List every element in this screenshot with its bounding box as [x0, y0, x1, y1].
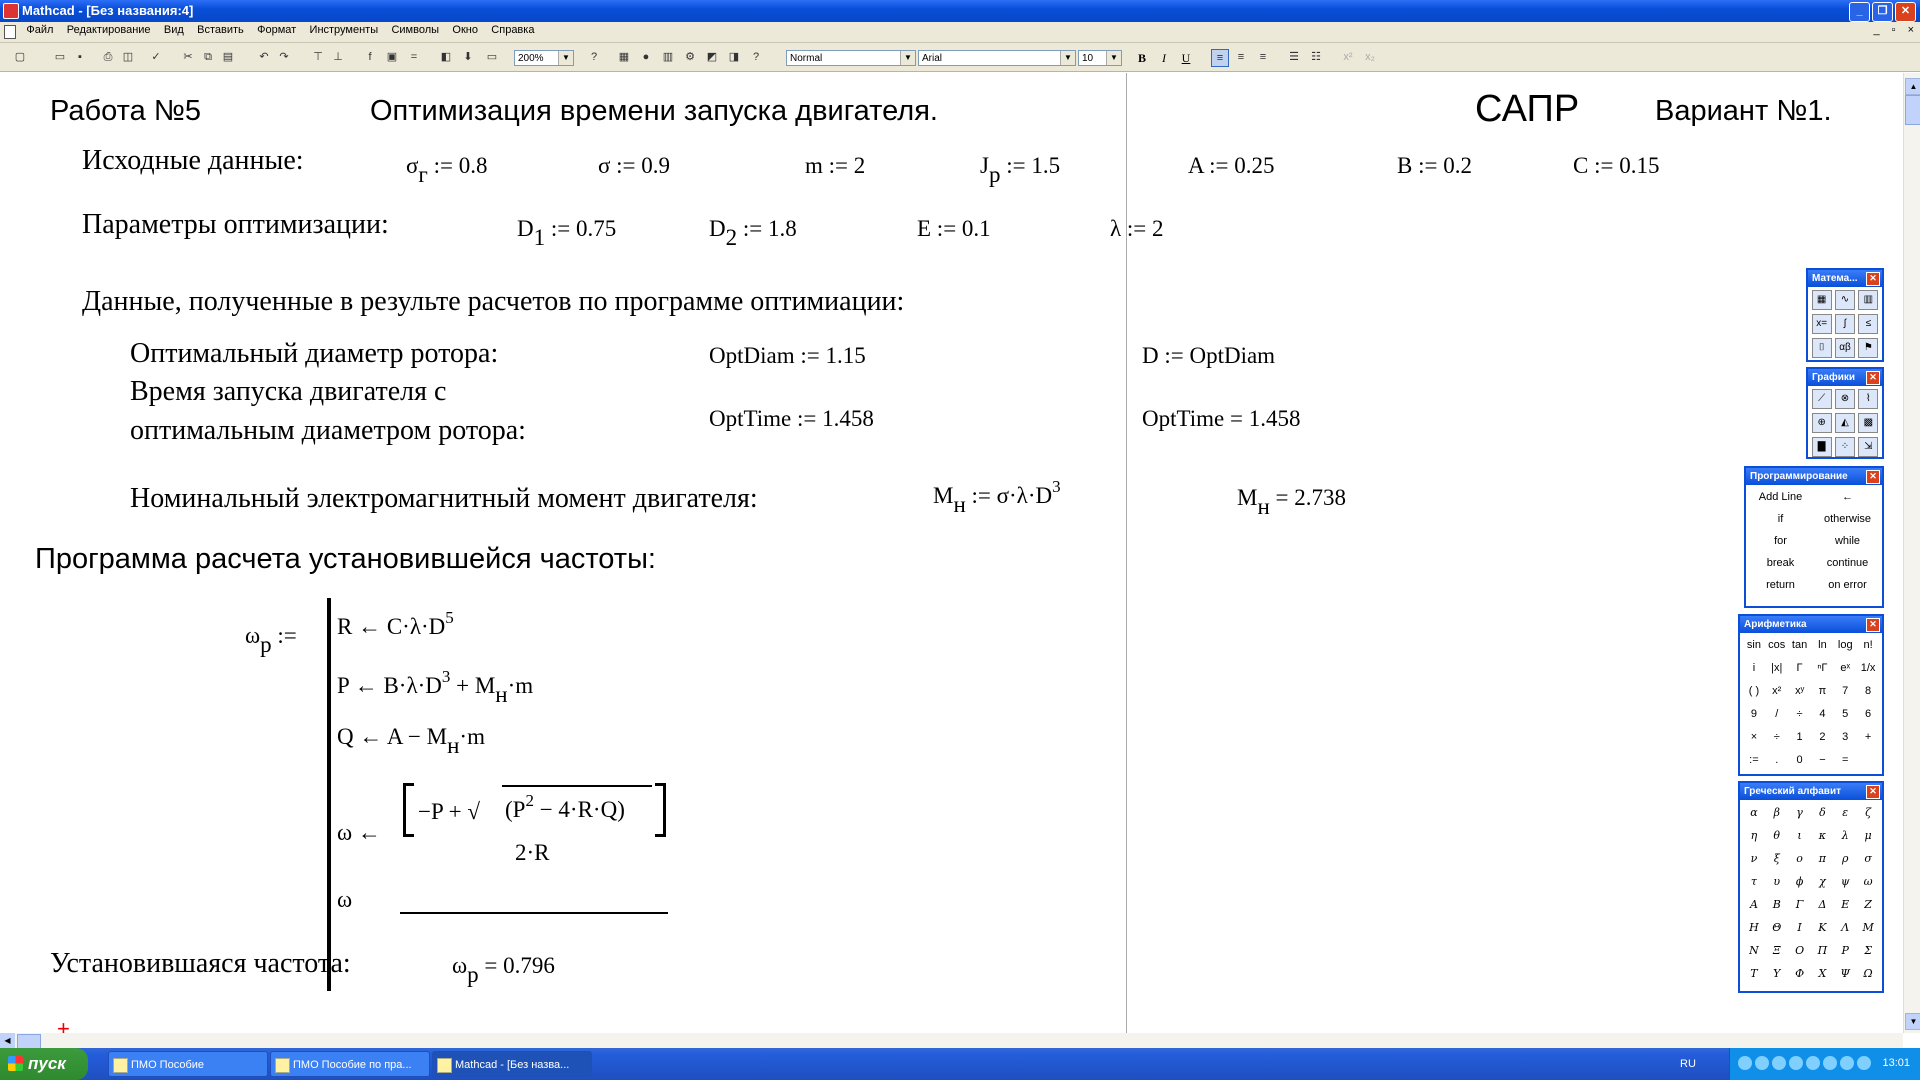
programming-palette-close-icon[interactable]: ✕	[1866, 470, 1880, 484]
windows-flag-icon	[8, 1056, 23, 1071]
tray-icon-6[interactable]	[1823, 1056, 1837, 1070]
d2-def[interactable]: $D_2$ := 1.8	[709, 216, 797, 250]
greek-button-42[interactable]: Τ	[1750, 967, 1758, 980]
greek-button-20[interactable]: ϕ	[1795, 875, 1804, 888]
greek-button-28[interactable]: Ε	[1841, 898, 1850, 911]
context-help-icon[interactable]: ?	[752, 51, 760, 63]
mathcad-app-icon[interactable]	[3, 3, 19, 19]
greek-button-27[interactable]: Δ	[1818, 898, 1827, 911]
sqrt-bar	[502, 785, 652, 787]
menu-view[interactable]: Вид	[163, 24, 184, 36]
spell-check-icon[interactable]: ✓	[151, 51, 161, 63]
arith-button-12[interactable]: ( )	[1748, 685, 1760, 697]
mn-def[interactable]: $M_н$ := $\sigma\cdot\lambda\cdot D^3$	[933, 477, 1061, 517]
nominal-moment-label[interactable]: Номинальный электромагнитный момент двигателя:	[130, 483, 758, 514]
scroll-up-icon[interactable]: ▲	[1905, 78, 1920, 95]
evaluation-icon[interactable]: x=	[1812, 314, 1832, 334]
greek-button-18[interactable]: τ	[1750, 875, 1757, 888]
greek-palette-title: Греческий алфавит	[1744, 786, 1842, 797]
symbolic-icon[interactable]: ⚑	[1858, 338, 1878, 358]
b-def[interactable]: B := 0.2	[1397, 153, 1472, 178]
greek-button-12[interactable]: ν	[1750, 852, 1758, 865]
tray-icon-2[interactable]	[1755, 1056, 1769, 1070]
style-select[interactable]: Normal ▼	[786, 50, 916, 66]
horizontal-scrollbar[interactable]	[0, 1033, 1903, 1048]
sqrt-content[interactable]: $(P^2 - 4\cdot R\cdot Q)$	[505, 791, 625, 822]
denominator[interactable]: 2·R	[515, 840, 550, 865]
worksheet[interactable]	[0, 73, 1903, 1033]
arith-button-2[interactable]: tan	[1791, 639, 1808, 651]
save-icon[interactable]: ▪	[78, 51, 82, 63]
toolbar	[0, 43, 1920, 72]
return-button[interactable]: return	[1766, 579, 1795, 591]
calculus-icon[interactable]: ∫	[1835, 314, 1855, 334]
greek-icon[interactable]: αβ	[1835, 338, 1855, 358]
math-palette-close-icon[interactable]: ✕	[1866, 272, 1880, 286]
greek-button-13[interactable]: ξ	[1773, 852, 1780, 865]
window-icon[interactable]: ◨	[728, 51, 740, 63]
left-bracket	[403, 783, 414, 837]
scroll-left-icon[interactable]: ◀	[0, 1033, 15, 1048]
greek-button-5[interactable]: ζ	[1865, 806, 1872, 819]
matrix-icon[interactable]: ▥	[662, 51, 674, 63]
document-icon[interactable]	[4, 25, 16, 39]
folder-icon	[113, 1058, 128, 1073]
align-left-icon[interactable]: ≡	[1211, 49, 1229, 67]
greek-button-47[interactable]: Ω	[1863, 967, 1873, 980]
calculator-icon[interactable]: ▦	[1812, 290, 1832, 310]
insert-unit-icon[interactable]: ▣	[386, 51, 398, 63]
sigma-def[interactable]: σ := 0.9	[598, 153, 671, 178]
bullets-icon[interactable]: ☰	[1289, 51, 1299, 63]
hscroll-thumb[interactable]	[17, 1034, 41, 1049]
greek-button-21[interactable]: χ	[1819, 875, 1826, 888]
font-size-select[interactable]: 10 ▼	[1078, 50, 1122, 66]
system-tray	[1729, 1048, 1920, 1080]
color-icon[interactable]: ●	[642, 51, 650, 63]
arith-button-6[interactable]: i	[1752, 662, 1756, 674]
arithmetic-palette-close-icon[interactable]: ✕	[1866, 618, 1880, 632]
close-button[interactable]: ✕	[1895, 2, 1916, 22]
start-time-label-line2[interactable]: оптимальным диаметром ротора:	[130, 415, 526, 446]
greek-button-44[interactable]: Φ	[1795, 967, 1805, 980]
fraction-line	[400, 912, 668, 914]
greek-button-40[interactable]: Ρ	[1841, 944, 1849, 957]
window-title: Mathcad - [Без названия:4]	[22, 3, 194, 18]
arith-button-5[interactable]: n!	[1863, 639, 1873, 651]
superscript-icon[interactable]: x²	[1343, 51, 1353, 63]
local-assign-button[interactable]: ←	[1842, 491, 1853, 503]
arith-button-15[interactable]: π	[1818, 685, 1827, 697]
arith-button-19[interactable]: /	[1775, 708, 1779, 720]
greek-button-38[interactable]: Ο	[1795, 944, 1805, 957]
opttime-eval[interactable]: OptTime = 1.458	[1142, 406, 1301, 431]
arith-button-23[interactable]: 6	[1865, 708, 1872, 720]
lambda-def[interactable]: λ := 2	[1110, 216, 1164, 241]
math-palette[interactable]	[1806, 268, 1884, 362]
scroll-thumb[interactable]	[1905, 95, 1920, 125]
graphs-palette-title: Графики	[1812, 372, 1856, 383]
greek-button-15[interactable]: π	[1818, 852, 1827, 865]
minimize-button[interactable]: _	[1849, 2, 1870, 22]
menu-window[interactable]: Окно	[452, 24, 478, 36]
d1-def[interactable]: $D_1$ := 0.75	[517, 216, 617, 250]
print-preview-icon[interactable]: ◫	[122, 51, 134, 63]
greek-button-31[interactable]: Θ	[1772, 921, 1782, 934]
arith-button-9[interactable]: ⁿΓ	[1817, 662, 1828, 674]
numbering-icon[interactable]: ☷	[1311, 51, 1321, 63]
arith-button-21[interactable]: 4	[1819, 708, 1826, 720]
greek-palette[interactable]	[1738, 781, 1884, 993]
matrix-icon[interactable]: ▥	[1858, 290, 1878, 310]
menu-symbols[interactable]: Символы	[391, 24, 440, 36]
greek-button-8[interactable]: ι	[1797, 829, 1802, 842]
steady-frequency-label[interactable]: Установившаяся частота:	[50, 948, 351, 979]
polar-plot-icon[interactable]: ⊗	[1835, 389, 1855, 409]
arith-button-33[interactable]: −	[1819, 754, 1826, 766]
copy-icon[interactable]: ⧉	[204, 51, 212, 63]
align-down-icon[interactable]: ⊥	[333, 51, 343, 63]
tray-icon-3[interactable]	[1772, 1056, 1786, 1070]
if-button[interactable]: if	[1777, 513, 1784, 525]
italic-button[interactable]: I	[1162, 51, 1166, 65]
c-def[interactable]: C := 0.15	[1573, 153, 1660, 178]
arith-button-1[interactable]: cos	[1768, 639, 1786, 651]
arith-button-27[interactable]: 2	[1819, 731, 1826, 743]
print-icon[interactable]: ⎙	[103, 51, 113, 63]
greek-button-45[interactable]: Χ	[1818, 967, 1827, 980]
calculate-icon[interactable]: =	[410, 51, 418, 63]
optdiam-def[interactable]: OptDiam := 1.15	[709, 343, 866, 368]
while-button[interactable]: while	[1834, 535, 1861, 547]
contour-icon[interactable]: ▩	[1858, 413, 1878, 433]
greek-button-1[interactable]: β	[1773, 806, 1780, 819]
programming-palette-title: Программирование	[1750, 471, 1848, 482]
omega-p-def[interactable]: $\omega_p$ :=	[245, 623, 297, 657]
crosshair-cursor: +	[57, 1016, 70, 1033]
arith-button-8[interactable]: Γ	[1796, 662, 1803, 674]
graphs-palette-close-icon[interactable]: ✕	[1866, 371, 1880, 385]
arithmetic-palette-title: Арифметика	[1744, 619, 1807, 630]
insert-component-icon[interactable]: ◧	[440, 51, 452, 63]
arith-button-16[interactable]: 7	[1842, 685, 1849, 697]
arith-button-34[interactable]: =	[1842, 754, 1849, 766]
insert-function-icon[interactable]: f	[368, 51, 372, 63]
surface-plot-icon[interactable]: ⌇	[1858, 389, 1878, 409]
arithmetic-palette[interactable]	[1738, 614, 1884, 776]
greek-button-33[interactable]: Κ	[1818, 921, 1827, 934]
programming-palette[interactable]	[1744, 466, 1884, 608]
work-number[interactable]: Работа №5	[50, 95, 201, 127]
work-title[interactable]: Оптимизация времени запуска двигателя.	[370, 95, 938, 127]
program-line-p[interactable]: P ← $B\cdot\lambda\cdot D^3 + M_н\cdot m$	[337, 667, 534, 707]
greek-button-17[interactable]: σ	[1864, 852, 1872, 865]
subscript-icon[interactable]: x₂	[1365, 51, 1375, 63]
align-right-icon[interactable]: ≡	[1259, 51, 1267, 63]
greek-button-39[interactable]: Π	[1817, 944, 1828, 957]
greek-button-22[interactable]: ψ	[1840, 875, 1850, 888]
greek-button-9[interactable]: κ	[1818, 829, 1827, 842]
e-def[interactable]: E := 0.1	[917, 216, 991, 241]
greek-button-6[interactable]: η	[1750, 829, 1758, 842]
greek-button-30[interactable]: Η	[1749, 921, 1759, 934]
greek-button-11[interactable]: μ	[1864, 829, 1872, 842]
arith-button-3[interactable]: ln	[1818, 639, 1827, 651]
m-def[interactable]: m := 2	[805, 153, 866, 178]
menu-edit[interactable]: Редактирование	[66, 24, 151, 36]
d-def[interactable]: D := OptDiam	[1142, 343, 1276, 368]
continue-button[interactable]: continue	[1826, 557, 1869, 569]
arith-button-14[interactable]: xʸ	[1795, 685, 1805, 697]
opttime-def[interactable]: OptTime := 1.458	[709, 406, 874, 431]
greek-button-7[interactable]: θ	[1773, 829, 1781, 842]
program-line-return[interactable]: ω	[337, 887, 353, 912]
numerator[interactable]: −P + √	[418, 799, 481, 824]
resources-icon[interactable]: ⬇	[463, 51, 473, 63]
bold-button[interactable]: B	[1137, 51, 1146, 65]
scatter-plot-icon[interactable]: ⁘	[1835, 437, 1855, 457]
greek-button-24[interactable]: Α	[1749, 898, 1758, 911]
greek-button-26[interactable]: Γ	[1795, 898, 1804, 911]
menu-file[interactable]: Файл	[26, 24, 54, 36]
help-icon[interactable]: ?	[590, 51, 598, 63]
vector-field-icon[interactable]: ⇲	[1858, 437, 1878, 457]
arith-button-25[interactable]: ÷	[1773, 731, 1780, 743]
tray-icon-5[interactable]	[1806, 1056, 1820, 1070]
tray-icon-7[interactable]	[1840, 1056, 1854, 1070]
task-pmo-posobie-word[interactable]: ПМО Пособие по пра...	[270, 1051, 430, 1077]
greek-button-2[interactable]: γ	[1796, 806, 1803, 819]
3d-surface-icon[interactable]: ◭	[1835, 413, 1855, 433]
vertical-scrollbar[interactable]	[1903, 73, 1920, 1033]
optimal-diameter-label[interactable]: Оптимальный диаметр ротора:	[130, 338, 499, 369]
arith-button-10[interactable]: eˣ	[1840, 662, 1851, 674]
align-center-icon[interactable]: ≡	[1237, 51, 1245, 63]
arith-button-24[interactable]: ×	[1750, 731, 1758, 743]
arith-button-17[interactable]: 8	[1865, 685, 1872, 697]
new-document-icon[interactable]: ▢	[14, 51, 26, 63]
subject-label[interactable]: САПР	[1475, 88, 1580, 130]
tools-icon[interactable]: ⚙	[685, 51, 695, 63]
input-data-label[interactable]: Исходные данные:	[82, 145, 304, 176]
arith-button-7[interactable]: |x|	[1771, 662, 1783, 674]
a-def[interactable]: A := 0.25	[1188, 153, 1275, 178]
tray-icon-4[interactable]	[1789, 1056, 1803, 1070]
underline-button[interactable]: U	[1181, 51, 1191, 65]
zoom-select[interactable]: 200% ▼	[514, 50, 574, 66]
arith-button-11[interactable]: 1/x	[1860, 662, 1876, 674]
programming-icon[interactable]: ⌷	[1812, 338, 1832, 358]
add-line-button[interactable]: Add Line	[1758, 491, 1803, 503]
greek-button-29[interactable]: Ζ	[1864, 898, 1872, 911]
xy-plot-icon[interactable]: ⟋	[1812, 389, 1832, 409]
greek-button-35[interactable]: Μ	[1862, 921, 1874, 934]
clock[interactable]: 13:01	[1882, 1057, 1910, 1069]
greek-button-4[interactable]: ε	[1842, 806, 1849, 819]
doc-close-icon[interactable]: ×	[1907, 24, 1914, 36]
paste-icon[interactable]: ▤	[222, 51, 234, 63]
mn-eval[interactable]: $M_н = 2.738$	[1237, 485, 1346, 519]
greek-button-34[interactable]: Λ	[1841, 921, 1850, 934]
graph-icon[interactable]: ∿	[1835, 290, 1855, 310]
title-bar	[0, 0, 1920, 22]
greek-button-46[interactable]: Ψ	[1840, 967, 1851, 980]
maximize-button[interactable]: ❐	[1872, 2, 1893, 22]
menu-tools[interactable]: Инструменты	[309, 24, 379, 36]
arith-button-30[interactable]: :=	[1749, 754, 1759, 766]
boolean-icon[interactable]: ≤	[1858, 314, 1878, 334]
task-mathcad[interactable]: Mathcad - [Без назва...	[432, 1051, 592, 1077]
greek-button-3[interactable]: δ	[1819, 806, 1826, 819]
word-document-icon	[275, 1058, 290, 1073]
greek-button-10[interactable]: λ	[1841, 829, 1849, 842]
arith-button-20[interactable]: ÷	[1796, 708, 1803, 720]
doc-minimize-icon[interactable]: _	[1873, 24, 1880, 36]
taskbar	[0, 1048, 1920, 1080]
program-line-omega[interactable]: ω ←	[337, 820, 381, 845]
arith-button-22[interactable]: 5	[1842, 708, 1849, 720]
greek-button-36[interactable]: Ν	[1749, 944, 1759, 957]
program-line-q[interactable]: Q ← $A - M_н\cdot m$	[337, 724, 485, 758]
open-icon[interactable]: ▭	[54, 51, 66, 63]
arith-button-29[interactable]: +	[1864, 731, 1872, 743]
menu-format[interactable]: Формат	[257, 24, 297, 36]
greek-button-16[interactable]: ρ	[1842, 852, 1849, 865]
program-label[interactable]: Программа расчета установившейся частоты:	[35, 543, 656, 575]
undo-icon[interactable]: ↶	[259, 51, 269, 63]
task-pmo-posobie[interactable]: ПМО Пособие	[108, 1051, 268, 1077]
menu-bar	[0, 22, 1920, 43]
sigma-g-def[interactable]: $\sigma_г$ := 0.8	[406, 153, 488, 187]
math-palette-title: Матема...	[1812, 273, 1858, 284]
hyperlink-icon[interactable]: ▭	[486, 51, 498, 63]
greek-button-32[interactable]: Ι	[1797, 921, 1802, 934]
opt-params-label[interactable]: Параметры оптимизации:	[82, 209, 389, 240]
arith-button-32[interactable]: 0	[1796, 754, 1803, 766]
language-indicator[interactable]: RU	[1680, 1058, 1696, 1070]
arith-button-26[interactable]: 1	[1796, 731, 1803, 743]
scroll-down-icon[interactable]: ▼	[1905, 1013, 1920, 1030]
greek-button-0[interactable]: α	[1750, 806, 1758, 819]
right-bracket	[655, 783, 666, 837]
menu-insert[interactable]: Вставить	[197, 24, 244, 36]
arith-button-31[interactable]: .	[1775, 754, 1779, 766]
arith-button-18[interactable]: 9	[1750, 708, 1757, 720]
jp-def[interactable]: $J_p$ := 1.5	[980, 153, 1061, 187]
tray-icon-1[interactable]	[1738, 1056, 1752, 1070]
greek-button-25[interactable]: Β	[1772, 898, 1781, 911]
start-time-label-line1[interactable]: Время запуска двигателя с	[130, 376, 447, 407]
tray-icon-8[interactable]	[1857, 1056, 1871, 1070]
mathcad-task-icon	[437, 1058, 452, 1073]
on-error-button[interactable]: on error	[1828, 579, 1867, 591]
graphs-palette[interactable]	[1806, 367, 1884, 459]
arith-button-4[interactable]: log	[1837, 639, 1853, 651]
for-button[interactable]: for	[1774, 535, 1787, 547]
doc-restore-icon[interactable]: ▫	[1891, 24, 1896, 36]
greek-button-23[interactable]: ω	[1863, 875, 1873, 888]
start-label: пуск	[28, 1054, 66, 1073]
results-label[interactable]: Данные, полученные в результе расчетов по программе оптимиации:	[82, 286, 905, 317]
cut-icon[interactable]: ✂	[183, 51, 193, 63]
3d-bar-icon[interactable]: ▇	[1812, 437, 1832, 457]
break-button[interactable]: break	[1766, 557, 1795, 569]
start-button[interactable]	[0, 1048, 88, 1080]
variant-label[interactable]: Вариант №1.	[1655, 95, 1832, 127]
arith-button-13[interactable]: x²	[1772, 685, 1782, 697]
component-icon[interactable]: ◩	[706, 51, 718, 63]
program-bracket	[327, 598, 331, 991]
greek-palette-close-icon[interactable]: ✕	[1866, 785, 1880, 799]
program-line-r[interactable]: R ← $C\cdot\lambda\cdot D^5$	[337, 608, 454, 639]
greek-button-41[interactable]: Σ	[1864, 944, 1872, 957]
graph-toolbar-icon[interactable]: ▦	[618, 51, 630, 63]
arith-button-28[interactable]: 3	[1842, 731, 1849, 743]
greek-button-37[interactable]: Ξ	[1772, 944, 1781, 957]
omega-p-eval[interactable]: $\omega_p = 0.796$	[452, 953, 555, 987]
polar-graph-icon[interactable]: ⊕	[1812, 413, 1832, 433]
arith-button-0[interactable]: sin	[1746, 639, 1761, 651]
greek-button-19[interactable]: υ	[1773, 875, 1781, 888]
redo-icon[interactable]: ↷	[279, 51, 289, 63]
menu-help[interactable]: Справка	[491, 24, 535, 36]
align-icon[interactable]: ⊤	[313, 51, 323, 63]
greek-button-43[interactable]: Υ	[1773, 967, 1781, 980]
font-select[interactable]: Arial ▼	[918, 50, 1076, 66]
otherwise-button[interactable]: otherwise	[1823, 513, 1872, 525]
greek-button-14[interactable]: ο	[1796, 852, 1803, 865]
